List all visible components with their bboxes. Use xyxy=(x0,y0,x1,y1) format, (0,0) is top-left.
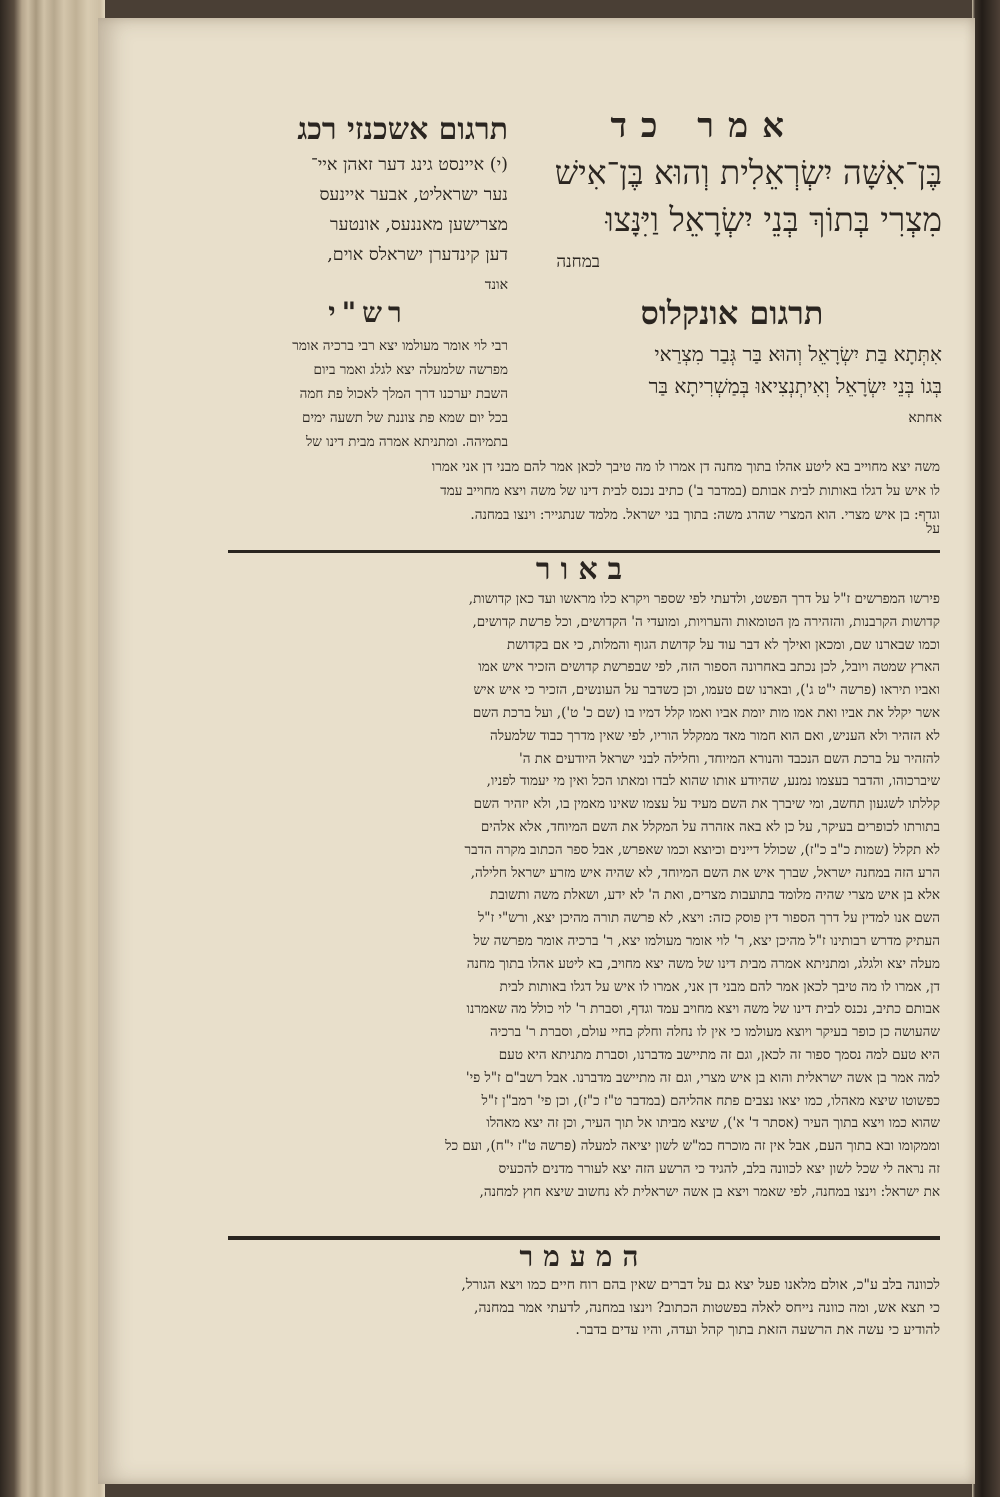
verse-catchword: במחנה xyxy=(556,252,600,272)
onkelos-line: אִתְּתָא בַּת יִשְׂרָאֵל וְהוּא בַּר גְּבַר מִצְרַאי xyxy=(654,342,942,366)
onkelos-line: אחתא xyxy=(908,410,942,426)
rashi-line: וגדף: בן איש מצרי. הוא המצרי שהרג משה: בתוך בני ישראל. מלמד שנתגייר: וינצו במחנה. xyxy=(470,507,940,523)
biur-line: היא טעם למה נסמך ספור זה לכאן, וגם זה מתיישב מדברנו, וסברת מתניתא היא טעם xyxy=(498,1046,940,1063)
biur-heading: באור xyxy=(535,552,633,587)
biur-line: העתיק מדרש רבותינו ז"ל מהיכן יצא, ר' לוי אומר מעולמו יצא, ר' ברכיה אומר מפרשה של xyxy=(473,932,940,949)
biur-line: וממקומו ובא בתוך העם, אבל אין זה מוכרח כמ"ש לשון יציאה למעלה (פרשה ט"ז י"ח), ועם כל xyxy=(445,1138,940,1155)
biur-line: הרע הזה במחנה ישראל, שברך איש את השם המיוחד, לא שהיה איש מזרע ישראל חלילה, xyxy=(470,864,940,881)
rashi-line: מפרשה שלמעלה יצא לגלג ואמר ביום xyxy=(313,362,508,378)
biur-line: למה אמר בן אשה ישראלית והוא בן איש מצרי, וגם זה מתיישב מדברנו. אבל רשב"ם ז"ל פי' xyxy=(465,1069,940,1086)
translation-catchword: אונד xyxy=(484,277,508,293)
onkelos-text xyxy=(522,338,942,434)
biur-line: אשר יקלל את אביו ואת אמו מות יומת אביו ואמו קלל דמיו בו (שם כ' ט'), ועל ברכת השם xyxy=(472,704,940,721)
biur-line: שיברכוהו, והדבר בעצמו נמנע, שהיודע אותו שהוא לבדו ומאתו הכל ואין מי יעמוד לפניו, xyxy=(486,773,940,790)
verse-line: בֶּן־אִשָּׁה יִשְׂרְאֵלִית וְהוּא בֶּן־אִישׁ xyxy=(554,153,942,192)
meamer-commentary xyxy=(228,1274,940,1342)
translation-line: נער ישראליט, אבער איינעס xyxy=(319,185,508,205)
biur-commentary xyxy=(228,588,940,1204)
biur-line: מעלה יצא ולגלג, ומתניתא אמרה מבית דינו של משה יצא מחויב, בא ליטע אהלו בתוך מחנה xyxy=(466,955,940,972)
rashi-line: משה יצא מחוייב בא ליטע אהלו בתוך מחנה דן אמרו לו מה טיבך לכאן אמר להם מבני דן אני אמרו xyxy=(431,459,940,475)
biur-line: זה נראה לי שכל לשון יצא לכוונה בלב, להגיד כי הרשע הזה יצא לעורר מדנים להכעיס xyxy=(498,1160,940,1177)
running-header-right: אמר כד xyxy=(610,106,798,146)
meamer-line: להודיע כי עשה את הרשעה הזאת בתוך קהל ועדה, והיו עדים בדבר. xyxy=(575,1322,940,1338)
rashi-commentary xyxy=(228,334,508,454)
german-translation xyxy=(228,150,508,300)
onkelos-line: בְּגוֹ בְּנֵי יִשְׂרָאֵל וְאִיתְנְצִיאוּ בְּמַשְׁרִיתָא בַּר xyxy=(648,374,942,398)
biur-line: ואביו תיראו (פרשה י"ט ג'), ובארנו שם טעמו, וכן כשדבר על העונשים, הזכיר כי איש איש xyxy=(473,682,940,699)
biur-line: כפשוטו שיצא מאהלו, כמו יצאו נצבים פתח אהליהם (במדבר ט"ז כ"ז), וכן פי' רמב"ן ז"ל xyxy=(481,1092,940,1109)
biur-line: הארץ שמטה ויובל, לכן נכתב באחרונה הספור הזה, לפי שבפרשת קדושים הזכיר איש אמו xyxy=(478,659,940,676)
onkelos-heading: תרגום אונקלוס xyxy=(640,294,824,332)
rashi-line: בתמיהה. ומתניתא אמרה מבית דינו של xyxy=(305,434,508,450)
meamer-line: לכוונה בלב ע"כ, אולם מלאנו פעל יצא גם על דברים שאין בהם רוח חיים כמו ויצא הגורל, xyxy=(461,1277,940,1293)
rashi-heading: רש"י xyxy=(328,296,408,329)
biur-line: וכמו שבארנו שם, ומכאן ואילך לא דבר עוד על קדושת הגוף והמלות, כי אם בקדושת xyxy=(506,636,940,653)
book-cover-edge xyxy=(972,0,1000,1497)
rashi-catchword: על xyxy=(926,521,940,537)
verse-hebrew xyxy=(522,150,942,244)
biur-line: פירשו המפרשים ז"ל על דרך הפשט, ולדעתי לפי שספר ויקרא כלו מראשו ועד כאן קדושות, xyxy=(468,591,940,607)
biur-line: קדושות הקרבנות, והזהירה מן הטומאות והערויות, ומועדי ה' הקדושים, וכל פרשת קדושים, xyxy=(472,613,940,630)
translation-line: (י) איינסט גינג דער זאהן איי־ xyxy=(311,155,508,175)
biur-line: לא הזהיר ולא העניש, ואם הוא חמור מאד ממקלל הוריו, לפי שאין מדרך כבוד שלמעלה xyxy=(490,727,940,744)
rashi-line: לו איש על דגלו באותות לבית אבותם (במדבר ב') כתיב נכנס לבית דינו של משה ויצא מחוייב עמד xyxy=(440,483,940,499)
biur-line: קללתו לשגעון תחשב, ומי שיברך את השם מעיד על עצמו שאינו מאמין בו, ולא יזהיר השם xyxy=(473,796,940,813)
running-header-left: תרגום אשכנזי רכג xyxy=(297,112,508,147)
meamer-heading: המעמר xyxy=(519,1240,649,1273)
rashi-line: רבי לוי אומר מעולמו יצא רבי ברכיה אומר xyxy=(292,338,508,354)
biur-line: השם אנו למדין על דרך הספור דין פוסק כזה: ויצא, לא פרשה תורה מהיכן יצא, ורש"י ז"ל xyxy=(477,910,940,927)
translation-line: דען קינדערן ישראלס אוים, xyxy=(327,245,508,265)
rashi-line: בכל יום שמא פת צוננת של תשעה ימים xyxy=(302,410,508,426)
biur-line: בתורתו לכופרים בעיקר, על כן לא באה אזהרה על המקלל את השם המיוחד, אלא אלהים xyxy=(480,818,940,835)
biur-line: את ישראל: וינצו במחנה, לפי שאמר ויצא בן אשה ישראלית לא נחשוב שיצא חוץ למחנה, xyxy=(479,1183,940,1200)
verse-line: מִצְרִי בְּתוֹךְ בְּנֵי יִשְׂרָאֵל וַיִּנָּצוּ xyxy=(605,200,942,239)
biur-line: לא תקלל (שמות כ"ב כ"ז), שכולל דיינים וכיוצא וכמו שאפרש, אבל ספר הכתוב מקרה הדבר xyxy=(464,841,940,858)
biur-line: אבותם כתיב, נכנס לבית דינו של משה ויצא מחויב עמד וגדף, וסברת ר' לוי כולל מה שאמרנו xyxy=(466,1001,940,1018)
biur-line: שהוא כמו ויצא בתוך העיר (אסתר ד' א'), שיצא מביתו אל תוך העיר, וכן זה יצא מאהלו xyxy=(486,1115,940,1132)
biur-line: שהעושה כן כופר בעיקר ויוצא מעולמו כי אין לו נחלה וחלק בחיי עולם, וסברת ר' ברכיה xyxy=(490,1024,940,1041)
rashi-line: השבת יערכנו דרך המלך לאכול פת חמה xyxy=(299,386,508,402)
biur-line: דן, אמרו לו מה טיבך לכאן אמר להם מבני דן אני, אמרו לו איש על דגלו באותות לבית xyxy=(499,978,940,995)
rashi-commentary-continued xyxy=(228,455,940,541)
biur-line: אלא בן איש מצרי שהיה מלומד בתועבות מצרים, ואת ה' לא ידע, ושאלת משה ותשובת xyxy=(490,887,940,904)
book-page-edge xyxy=(0,0,105,1497)
biur-line: להזהיר על ברכת השם הנכבד והנורא המיוחד, וחלילה לבני ישראל היודעים את ה' xyxy=(519,750,940,767)
meamer-line: כי תצא אש, ומה כוונה נייחס לאלה בפשטות הכתוב? וינצו במחנה, לדעתי אמר במחנה, xyxy=(474,1299,940,1316)
translation-line: מצרישען מאננעס, אונטער xyxy=(329,215,508,235)
